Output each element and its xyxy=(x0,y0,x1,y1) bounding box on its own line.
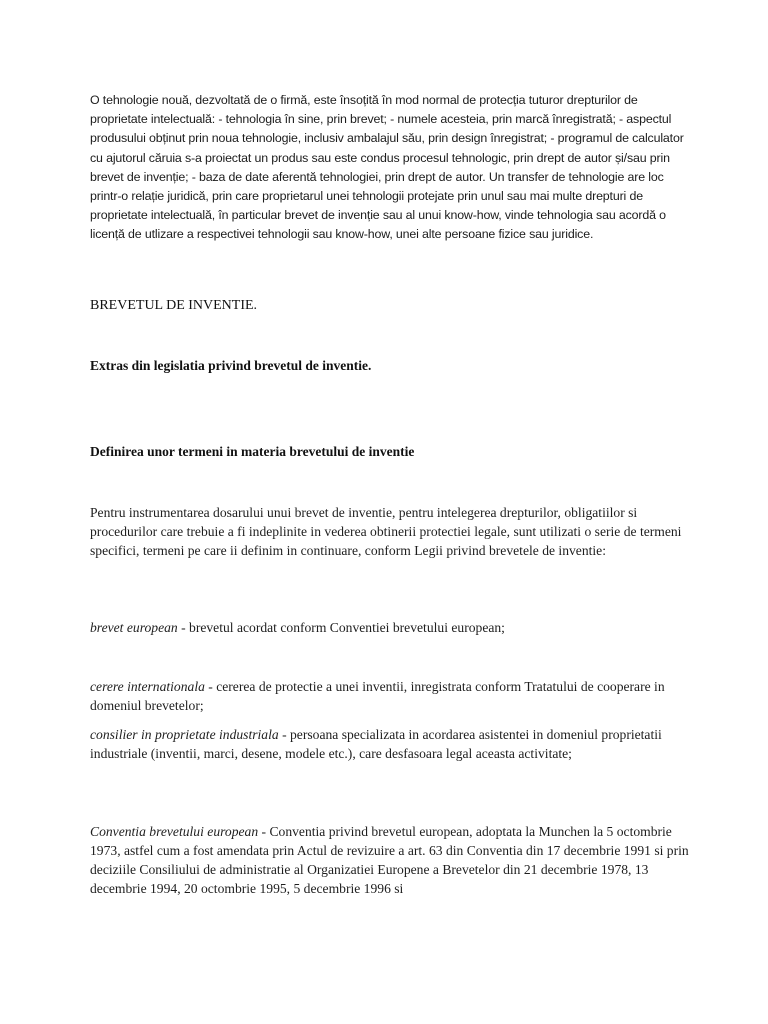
intro-paragraph: O tehnologie nouă, dezvoltată de o firmă, este însoțită în mod normal de protecția tuturor drepturilor de proprietate intelectuală: - tehnologia în sine, prin brevet; - numele acesteia, prin marcă înregistrată; - aspectul produsului obținut prin noua tehnologie, inclusiv ambalajul său, prin design înregistrat; - programul de calculator cu ajutorul căruia s-a proiectat un produs sau este condus procesul tehnologic, prin drept de autor și/sau prin brevet de invenție; - baza de date aferentă tehnologiei, prin drept de autor. Un transfer de tehnologie are loc printr-o relație juridică, prin care proprietarul unei tehnologii protejate prin unul sau mai multe drepturi de proprietate intelectuală, în particular brevet de invenție sau al unui know-how, vinde tehnologia sau acordă o licență de utlizare a respectivei tehnologii sau know-how, unei alte persoane fizice sau juridice. xyxy=(90,93,684,242)
definition-text: - brevetul acordat conform Conventiei brevetului european; xyxy=(177,620,505,635)
definition-term: Conventia brevetului european xyxy=(90,824,259,839)
instrumentation-paragraph: Pentru instrumentarea dosarului unui brevet de inventie, pentru intelegerea drepturilor, obligatiilor si procedurilor care trebuie a fi indeplinite in vederea obtinerii protectiei legale, sunt utilizati o serie de termeni specifici, termeni pe care ii definim in continuare, conform Legii privind brevetele de inventie: xyxy=(90,505,682,558)
definitions-heading: Definirea unor termeni in materia brevetului de inventie xyxy=(90,444,415,459)
definition-text: - cererea de protectie a unei inventii, inregistrata conform Tratatului de cooperare in domeniul brevetelor; xyxy=(90,679,665,713)
definition-brevet-european xyxy=(90,618,690,637)
section-title: BREVETUL DE INVENTIE. xyxy=(90,298,258,313)
definition-term: cerere internationala xyxy=(90,679,205,694)
definition-text: - persoana specializata in acordarea asistentei in domeniul proprietatii industriale (inventii, marci, desene, modele etc.), care desfasoara legal aceasta activitate; xyxy=(90,727,662,761)
definition-cerere-internationala xyxy=(90,677,690,715)
definition-conventia xyxy=(90,822,690,898)
extras-heading: Extras din legislatia privind brevetul de inventie. xyxy=(90,358,372,373)
definition-text: - Conventia privind brevetul european, adoptata la Munchen la 5 octombrie 1973, astfel cum a fost amendata prin Actul de revizuire a art. 63 din Conventia din 17 decembrie 1991 si prin deciziile Consiliului de administratie al Organizatiei Europene a Brevetelor din 21 decembrie 1978, 13 decembrie 1994, 20 octombrie 1995, 5 decembrie 1996 si xyxy=(90,824,689,896)
definition-term: brevet european xyxy=(90,620,178,635)
definition-consilier xyxy=(90,725,690,763)
definition-term: consilier in proprietate industriala xyxy=(90,727,279,742)
